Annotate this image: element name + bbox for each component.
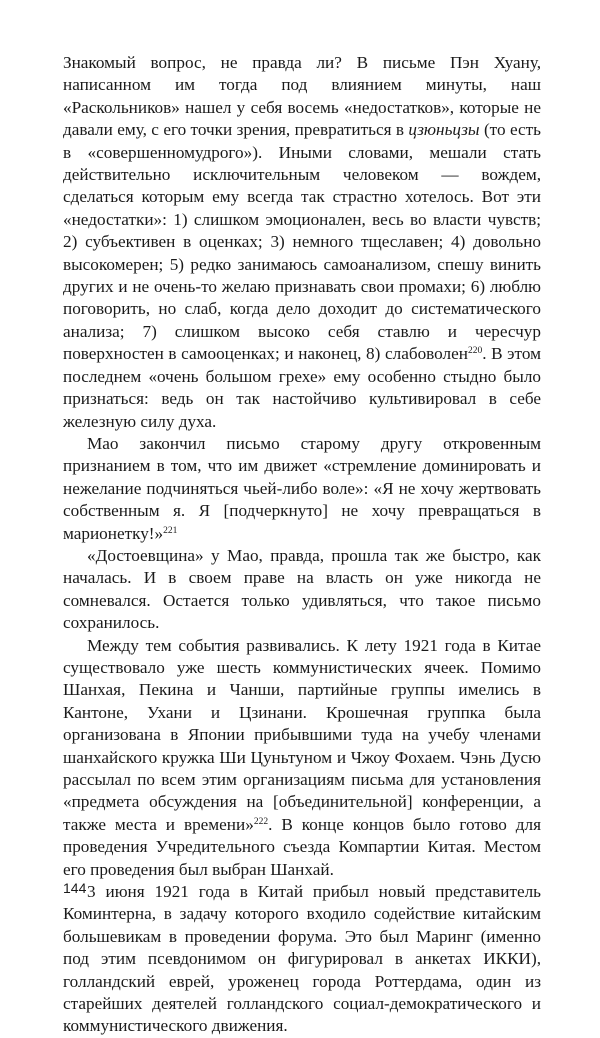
paragraph-2	[63, 433, 541, 545]
text-run: Между тем события развивались. К лету 1921 года в Китае существовало уже шесть коммунистических ячеек. Помимо Шанхая, Пекина и Чанши, партийные группы имелись в Кантоне, Ухани и Цзинани. Крошечная группка была организована в Японии прибывшими туда на учебу членами шанхайского кружка Ши Цуньтуном и Чжоу Фохаем. Чэнь Дусю рассылал по всем этим организациям письма для установления «предмета обсуждения на [объединительной] конференции, а также места и времени»	[63, 635, 541, 834]
footnote-ref: 222	[253, 816, 269, 827]
paragraph-4	[63, 635, 541, 881]
footnote-ref: 220	[467, 346, 483, 357]
paragraph-3	[63, 545, 541, 635]
paragraph-1	[63, 52, 541, 433]
text-run: 3 июня 1921 года в Китай прибыл новый представитель Коминтерна, в задачу которого входило содействие китайским большевикам в проведении форума. Это был Маринг (именно под этим псевдонимом он фигурировал в анкетах ИККИ), голландский еврей, уроженец города Роттердама, один из старейших деятелей голландского социал-демократического и коммунистического движения.	[63, 882, 541, 1036]
text-run: Знакомый вопрос, не правда ли? В письме Пэн Хуану, написанном им тогда под влиянием минуты, наш «Раскольников» нашел у себя восемь «недостатков», которые не давали ему, с его точки зрения, превратиться в	[63, 53, 541, 140]
paragraph-5	[63, 881, 541, 1038]
footnote-ref: 221	[163, 525, 178, 536]
italic-term: цзюньцзы	[408, 120, 480, 140]
text-run: «Достоевщина» у Мао, правда, прошла так же быстро, как началась. И в своем праве на власть он уже никогда не сомневался. Остается только удивляться, что такое письмо сохранилось.	[63, 545, 541, 633]
text-run: (то есть в «совершенномудрого»). Иными словами, мешали стать действительно исключительным человеком — вождем, сделаться которым ему всегда так страстно хотелось. Вот эти «недостатки»: 1) слишком эмоционален, весь во власти чувств; 2) субъективен в оценках; 3) немного тщеславен; 4) довольно высокомерен; 5) редко занимаюсь самоанализом, спешу винить других и не очень-то желаю признавать свои промахи; 6) люблю поговорить, но слаб, когда дело доходит до систематического анализа; 7) слишком высоко себя ставлю и чересчур поверхностен в самооценках; и наконец, 8) слабоволен	[63, 120, 541, 364]
text-run: Мао закончил письмо старому другу откровенным признанием в том, что им движет «стремление доминировать и нежелание подчиняться чьей-либо воле»: «Я не хочу жертвовать собственным я. Я [подчеркнуто] не хочу превращаться в марионетку!»	[63, 433, 541, 543]
text-run: . В конце концов было готово для проведения Учредительного съезда Компартии Китая. Местом его проведения был выбран Шанхай.	[63, 814, 542, 879]
page-body	[63, 52, 541, 1038]
page-number: 144	[63, 880, 87, 896]
text-run: . В этом последнем «очень большом грехе» ему особенно стыдно было признаться: ведь он так настойчиво культивировал в себе железную силу духа.	[63, 344, 541, 431]
